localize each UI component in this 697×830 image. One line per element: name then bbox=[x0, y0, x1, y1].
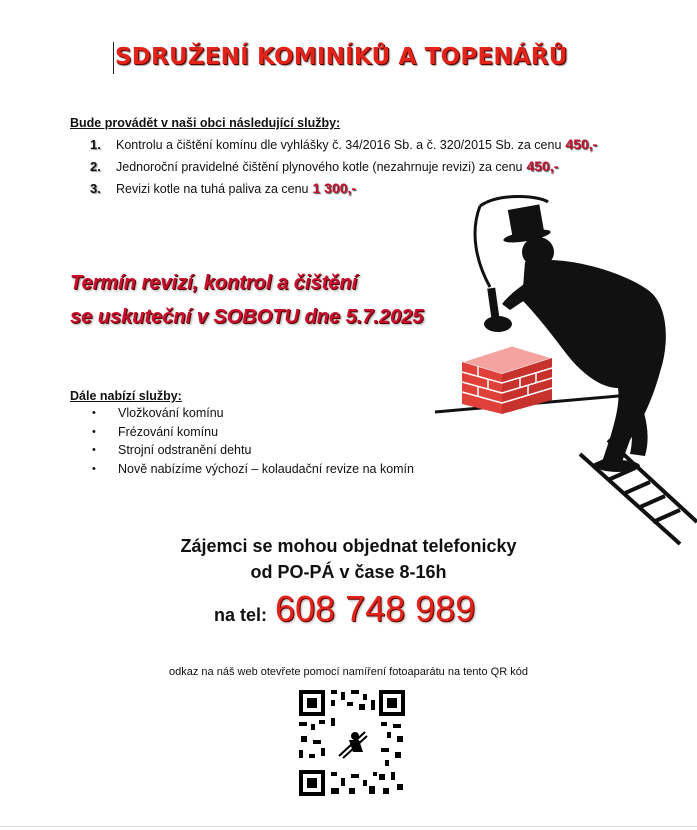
more-service-text: Strojní odstranění dehtu bbox=[118, 443, 252, 458]
qr-code[interactable] bbox=[297, 688, 407, 798]
service-text: Revizi kotle na tuhá paliva za cenu bbox=[116, 182, 309, 196]
service-text: Jednoroční pravidelné čištění plynového kotle (nezahrnuje revizi) za cenu bbox=[116, 160, 523, 174]
phone-label: na tel: bbox=[214, 605, 268, 625]
list-item bbox=[92, 404, 414, 423]
more-services-heading: Dále nabízí služby: bbox=[70, 389, 182, 403]
qr-finder-bottom-left bbox=[299, 770, 325, 796]
service-price: 450,- bbox=[526, 158, 559, 174]
list-number: 2. bbox=[90, 159, 101, 174]
more-service-text: Nově nabízíme výchozí – kolaudační revize na komín bbox=[118, 461, 414, 476]
bullet-icon: • bbox=[92, 462, 96, 475]
ladder bbox=[580, 440, 697, 544]
list-item bbox=[92, 441, 414, 460]
service-price: 450,- bbox=[565, 136, 598, 152]
list-item bbox=[92, 423, 414, 442]
qr-logo bbox=[335, 726, 369, 760]
qr-note: odkaz na náš web otevřete pomocí namíření fotoaparátu na tento QR kód bbox=[169, 666, 528, 678]
list-item bbox=[90, 158, 597, 180]
bullet-icon: • bbox=[92, 425, 96, 438]
list-item bbox=[92, 460, 414, 479]
bullet-icon: • bbox=[92, 407, 96, 420]
qr-finder-top-left bbox=[299, 690, 325, 716]
service-price: 1 300,- bbox=[312, 180, 357, 196]
sweep-silhouette bbox=[475, 197, 666, 473]
contact-line-1: Zájemci se mohou objednat telefonicky bbox=[180, 536, 517, 556]
chimney-sweep-illustration bbox=[430, 192, 697, 548]
term-line-1: Termín revizí, kontrol a čištění bbox=[70, 272, 358, 294]
more-services-list bbox=[92, 404, 414, 478]
term-line-2: se uskuteční v SOBOTU dne 5.7.2025 bbox=[70, 306, 424, 328]
list-item bbox=[90, 136, 597, 158]
service-text: Kontrolu a čištění komínu dle vyhlášky č. 34/2016 Sb. a č. 320/2015 Sb. za cenu bbox=[116, 138, 562, 152]
list-number: 3. bbox=[90, 181, 101, 196]
list-number: 1. bbox=[90, 137, 101, 152]
page-bottom-edge bbox=[0, 826, 697, 827]
services-heading: Bude provádět v naši obci následující služby: bbox=[70, 116, 341, 130]
more-service-text: Vložkování komínu bbox=[118, 406, 224, 421]
bullet-icon: • bbox=[92, 444, 96, 457]
contact-line-2: od PO-PÁ v čase 8-16h bbox=[250, 562, 447, 582]
text-cursor bbox=[113, 42, 114, 74]
phone-line bbox=[214, 588, 475, 630]
qr-finder-top-right bbox=[379, 690, 405, 716]
phone-number[interactable]: 608 748 989 bbox=[275, 588, 476, 629]
more-service-text: Frézování komínu bbox=[118, 424, 219, 439]
page-title: SDRUŽENÍ KOMINÍKŮ A TOPENÁŘŮ bbox=[115, 44, 568, 70]
